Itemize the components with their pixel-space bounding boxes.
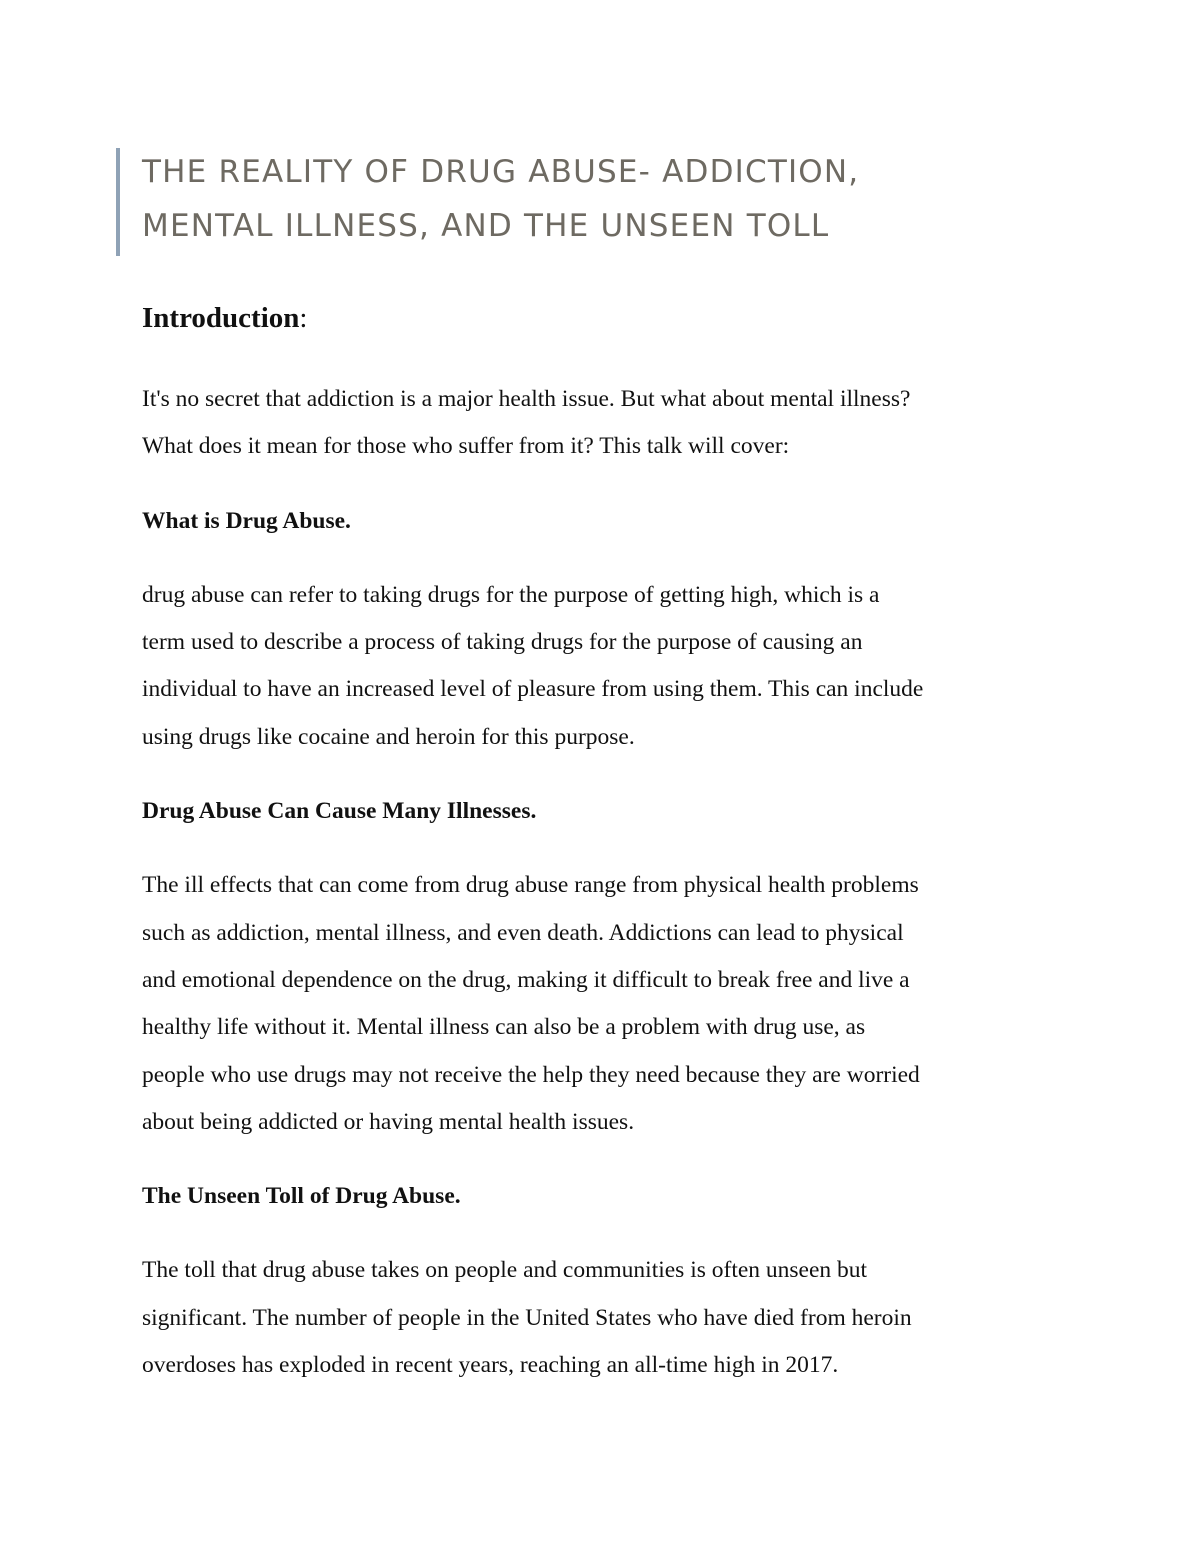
paragraph-line: The ill effects that can come from drug abuse range from physical health problems <box>142 872 919 899</box>
paragraph-line: The toll that drug abuse takes on people and communities is often unseen but <box>142 1257 868 1284</box>
paragraph-line: term used to describe a process of taking drugs for the purpose of causing an <box>142 629 863 656</box>
paragraph-line: significant. The number of people in the United States who have died from heroin <box>142 1304 912 1331</box>
paragraph-line: and emotional dependence on the drug, making it difficult to break free and live a <box>142 966 910 993</box>
introduction-heading <box>142 298 1082 338</box>
document-body <box>142 298 1082 1389</box>
section-paragraph-unseen-toll <box>142 1247 1082 1389</box>
title-line-2: MENTAL ILLNESS, AND THE UNSEEN TOLL <box>142 208 830 244</box>
section-paragraph-what-is-drug-abuse <box>142 572 1082 761</box>
paragraph-line: healthy life without it. Mental illness can also be a problem with drug use, as <box>142 1014 866 1041</box>
paragraph-line: It's no secret that addiction is a major health issue. But what about mental illness? <box>142 386 911 412</box>
introduction-heading-text: Introduction <box>142 302 300 334</box>
title-line-1: THE REALITY OF DRUG ABUSE- ADDICTION, <box>142 154 860 190</box>
section-heading-unseen-toll: The Unseen Toll of Drug Abuse. <box>142 1183 461 1210</box>
paragraph-line: about being addicted or having mental health issues. <box>142 1108 635 1135</box>
paragraph-line: using drugs like cocaine and heroin for this purpose. <box>142 723 635 750</box>
introduction-paragraph <box>142 376 1082 471</box>
paragraph-line: people who use drugs may not receive the help they need because they are worried <box>142 1061 920 1088</box>
introduction-heading-colon: : <box>299 302 308 334</box>
paragraph-line: individual to have an increased level of pleasure from using them. This can include <box>142 676 924 703</box>
section-heading-illnesses: Drug Abuse Can Cause Many Illnesses. <box>142 798 537 825</box>
section-heading-what-is-drug-abuse: What is Drug Abuse. <box>142 507 351 534</box>
paragraph-line: such as addiction, mental illness, and even death. Addictions can lead to physical <box>142 919 904 946</box>
paragraph-line: drug abuse can refer to taking drugs for the purpose of getting high, which is a <box>142 581 880 608</box>
document-title <box>116 148 1102 256</box>
paragraph-line: What does it mean for those who suffer from it? This talk will cover: <box>142 433 790 460</box>
paragraph-line: overdoses has exploded in recent years, reaching an all-time high in 2017. <box>142 1352 839 1379</box>
section-paragraph-illnesses <box>142 862 1082 1146</box>
